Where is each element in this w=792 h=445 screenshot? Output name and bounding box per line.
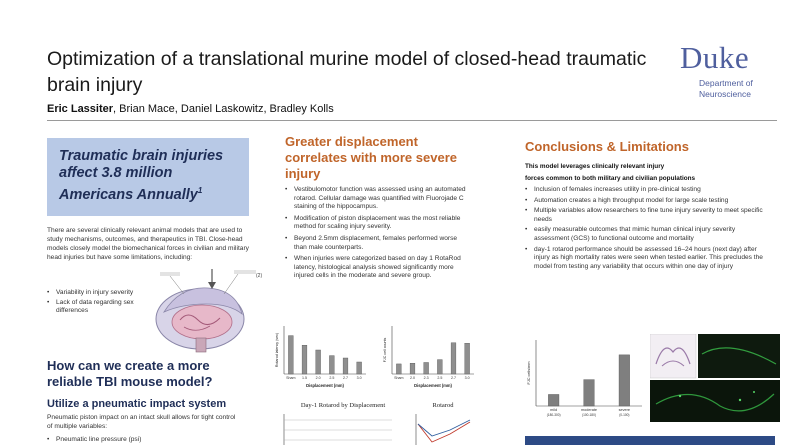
rotarod-bar-chart <box>270 322 370 388</box>
bar-2 <box>424 362 429 374</box>
x-tick-label: 3.0 <box>464 376 470 380</box>
department-line-1: Department of <box>699 78 753 88</box>
x-tick-label: 2.7 <box>451 376 456 380</box>
co-authors: , Brian Mace, Daniel Laskowitz, Bradley Kolls <box>113 103 334 115</box>
fjc-severity-bar-chart <box>520 336 646 422</box>
rotarod-line-chart <box>410 412 476 445</box>
section-heading-conclusions: Conclusions & Limitations <box>525 139 689 154</box>
x-tick-label: 2.0 <box>410 376 415 380</box>
conclusions-lead <box>525 161 755 185</box>
department-line-2: Neuroscience <box>699 89 751 99</box>
figure-reference: (2) <box>256 273 263 279</box>
title-divider <box>47 120 777 121</box>
list-item: • Multiple variables allow researchers to fine tune injury severity to meet specific needs <box>525 207 765 224</box>
x-tick-label: mild <box>550 408 558 412</box>
lead-line-1: This model leverages clinically relevant injury <box>525 163 665 170</box>
x-tick-label: 2.5 <box>437 376 443 380</box>
bar-3 <box>329 356 334 374</box>
bar-4 <box>451 343 456 374</box>
x-tick-label: moderate <box>580 408 598 412</box>
x-axis-label: Displacement (mm) <box>306 383 344 388</box>
bar-5 <box>357 362 362 374</box>
x-tick-label: severe <box>618 408 631 412</box>
x-tick-sublabel: (180-300) <box>546 413 561 417</box>
x-tick-sublabel: (100-180) <box>582 413 596 417</box>
bar-0 <box>396 364 401 374</box>
x-tick-label: Sham <box>394 376 404 380</box>
statistic-callout <box>47 138 249 216</box>
limitations-list <box>47 289 167 317</box>
y-axis-label: FJC cell counts <box>383 337 387 363</box>
lead-line-2: forces common to both military and civilian populations <box>525 175 696 182</box>
x-tick-label: Sham <box>286 376 296 380</box>
callout-text <box>59 148 239 204</box>
bar-5 <box>465 343 470 374</box>
lead-author: Eric Lassiter <box>47 103 114 115</box>
list-item: • When injuries were categorized based on day 1 RotaRod latency, histological analysis showed significantly more injured cells in the moderate and severe group. <box>285 255 470 281</box>
list-item: • Pneumatic line pressure (psi) <box>47 436 247 445</box>
bar-1 <box>410 363 415 374</box>
poster-title: Optimization of a translational murine model of closed-head traumatic brain injury <box>47 48 647 96</box>
bar-2 <box>316 350 321 374</box>
duke-logo: Duke <box>680 40 750 75</box>
bar-1 <box>302 345 307 374</box>
pneumatic-paragraph: Pneumatic piston impact on an intact skull allows for tight control of multiple variables: <box>47 414 236 430</box>
x-tick-sublabel: (0-100) <box>619 413 630 417</box>
fjc-bar-chart <box>378 322 478 388</box>
bar-2 <box>619 355 630 406</box>
x-tick-label: 2.3 <box>423 376 429 380</box>
y-axis-label: FJC cells/mm <box>527 361 531 385</box>
callout-footnote: 1 <box>197 186 203 195</box>
hippocampus-histology-image <box>650 334 780 422</box>
x-tick-label: 3.0 <box>356 376 362 380</box>
section-heading-displacement: Greater displacement correlates with more severe injury <box>285 134 457 181</box>
list-item: • Variability in injury severity <box>47 289 167 298</box>
list-item: • day-1 rotarod performance should be assessed 16–24 hours (next day) after injury as high mortality rates were seen when tested earlier. This precludes the model from testing any variability that occurs within one day of injury <box>525 246 765 272</box>
bar-1 <box>584 380 595 406</box>
brain-injury-figure <box>150 264 262 354</box>
bar-4 <box>343 358 348 374</box>
day1-rotarod-line-chart <box>272 412 396 445</box>
x-tick-label: 1.5 <box>302 376 307 380</box>
x-tick-label: 2.0 <box>315 376 321 380</box>
list-item: • Automation creates a high throughput model for large scale testing <box>525 197 765 206</box>
results-list <box>285 186 470 284</box>
list-item: • Beyond 2.5mm displacement, females performed worse than male counterparts. <box>285 235 470 252</box>
x-tick-label: 2.5 <box>329 376 335 380</box>
list-item: • Inclusion of females increases utility in pre-clinical testing <box>525 186 765 195</box>
bar-3 <box>437 360 442 374</box>
callout-statement: Traumatic brain injuries affect 3.8 million Americans Annually <box>59 148 224 203</box>
subheading-pneumatic: Utilize a pneumatic impact system <box>47 398 227 410</box>
chart-title-day1-rotarod: Day-1 Rotarod by Displacement <box>300 402 386 409</box>
intro-paragraph: There are several clinically relevant animal models that are used to study mechanisms, outcomes, and therapeutics in TBI. Close-head models closely model the biomechanical forces in civilian and military head injuries but have some limitations, including: <box>47 227 249 261</box>
list-item: • Modification of piston displacement was the most reliable method for scaling injury severity. <box>285 215 470 232</box>
section-heading-how: How can we create a more reliable TBI mouse model? <box>47 358 213 389</box>
x-tick-label: 2.7 <box>343 376 348 380</box>
conclusions-list <box>525 186 765 273</box>
x-axis-label: Displacement (mm) <box>414 383 452 388</box>
bar-0 <box>288 336 293 374</box>
chart-title-rotarod: Rotarod <box>432 402 454 409</box>
list-item: • Vestibulomotor function was assessed using an automated rotarod. Cellular damage was quantified with Fluorojade C staining of the hippocampus. <box>285 186 470 212</box>
footer-bar <box>525 436 775 445</box>
author-list <box>47 103 334 115</box>
list-item: • Lack of data regarding sex differences <box>47 299 167 316</box>
list-item: • easily measurable outcomes that mimic human clinical injury severity assessment (GCS) to functional outcome and mortality <box>525 226 765 243</box>
bar-0 <box>548 394 559 406</box>
department-label <box>699 78 753 100</box>
variables-list <box>47 436 247 445</box>
y-axis-label: Rotarod latency (sec) <box>275 332 279 368</box>
